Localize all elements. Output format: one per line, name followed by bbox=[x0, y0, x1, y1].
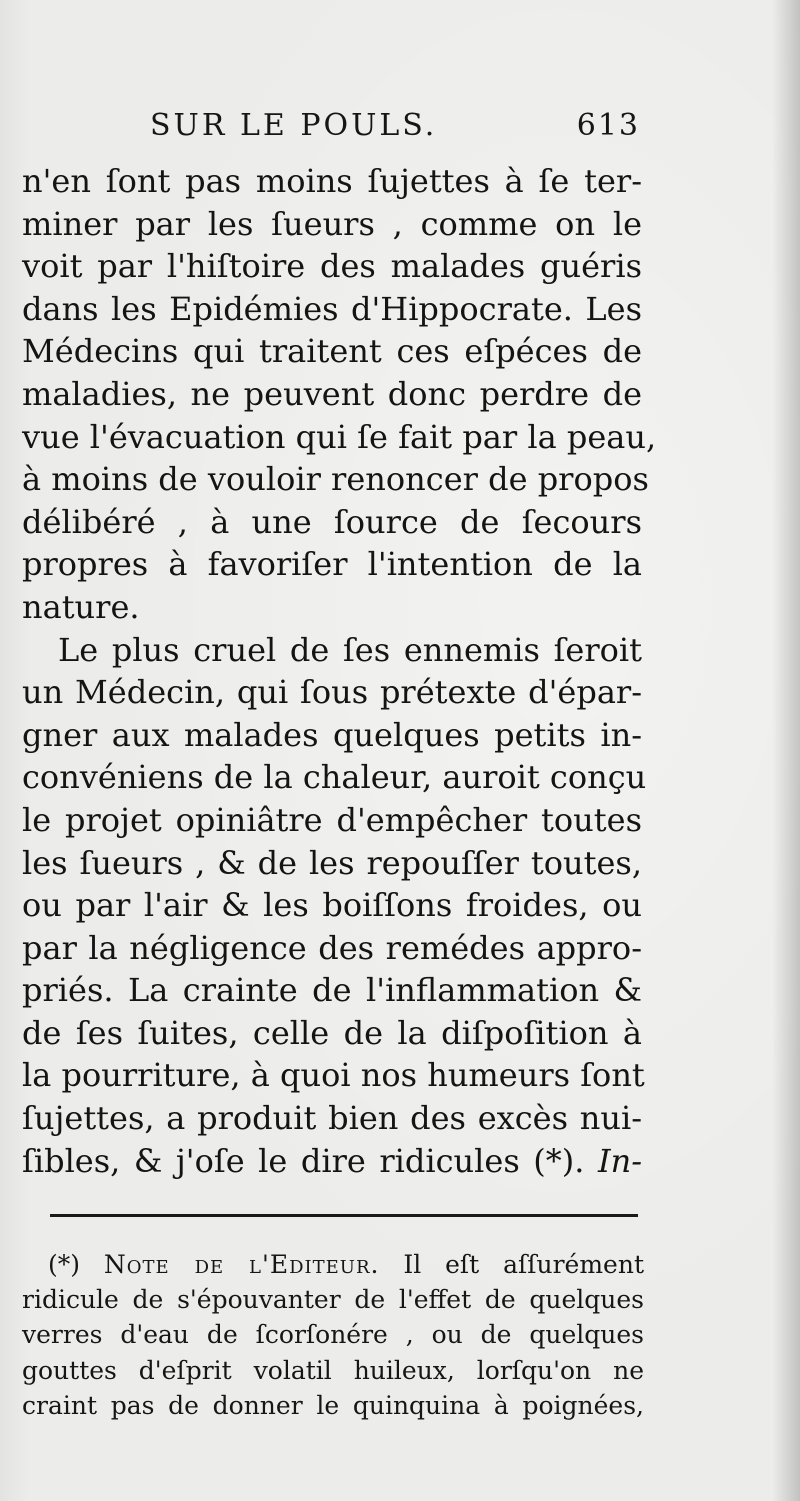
footnote bbox=[22, 1247, 644, 1423]
page-header bbox=[150, 108, 640, 152]
text-line: vue l'évacuation qui ſe fait par la peau, bbox=[22, 417, 657, 456]
text-line: n'en ſont pas moins ſujettes à ſe ter- bbox=[22, 162, 642, 200]
page-edge-shadow bbox=[772, 0, 800, 1501]
text-line: ou par l'air & les boiſſons froides, ou bbox=[22, 886, 642, 925]
text-line: miner par les ſueurs , comme on le bbox=[22, 204, 642, 243]
text-line: convéniens de la chaleur, auroit conçu bbox=[22, 758, 647, 797]
text-line: propres à favoriſer l'intention de la bbox=[22, 545, 642, 584]
text-line: voit par l'hiſtoire des malades guéris bbox=[22, 247, 642, 286]
text-line: maladies, ne peuvent donc perdre de bbox=[22, 374, 642, 413]
text-line: délibéré , à une ſource de ſecours bbox=[22, 502, 642, 541]
footnote-line: gouttes d'eſprit volatil huileux, lorſqu'on ne bbox=[22, 1355, 644, 1385]
footnote-line bbox=[22, 1247, 644, 1282]
main-text bbox=[22, 160, 657, 1182]
page-number: 613 bbox=[576, 108, 640, 143]
text-line: priés. La crainte de l'inflammation & bbox=[22, 971, 642, 1010]
catchword: In- bbox=[597, 1141, 642, 1180]
footnote-rule bbox=[50, 1214, 638, 1217]
text-line: les ſueurs , & de les repouſſer toutes, bbox=[22, 843, 642, 882]
text-line: à moins de vouloir renoncer de propos bbox=[22, 460, 649, 499]
paragraph-end-line: nature. bbox=[22, 587, 140, 626]
footnote-heading: Note de l'Editeur. bbox=[103, 1250, 380, 1279]
text-line: Médecins qui traitent ces eſpéces de bbox=[22, 332, 642, 371]
text-line-final-start: ſibles, & j'oſe le dire ridicules (*). bbox=[22, 1141, 585, 1180]
footnote-marker: (*) bbox=[48, 1250, 81, 1279]
text-line: de ſes ſuites, celle de la diſpoſition à bbox=[22, 1013, 642, 1052]
footnote-line: verres d'eau de ſcorſonére , ou de quelques bbox=[22, 1320, 644, 1350]
text-line: gner aux malades quelques petits in- bbox=[22, 715, 642, 754]
text-line: dans les Epidémies d'Hippocrate. Les bbox=[22, 289, 642, 328]
text-line: le projet opiniâtre d'empêcher toutes bbox=[22, 800, 642, 839]
text-line: par la négligence des remédes appro- bbox=[22, 928, 642, 967]
footnote-line: craint pas de donner le quinquina à poignées, bbox=[22, 1390, 644, 1420]
running-head: SUR LE POULS. bbox=[150, 108, 438, 143]
text-line: un Médecin, qui ſous prétexte d'épar- bbox=[22, 673, 642, 712]
text-line-final bbox=[22, 1140, 642, 1183]
text-line: la pourriture, à quoi nos humeurs ſont bbox=[22, 1056, 645, 1095]
paragraph-start-line: Le plus cruel de ſes ennemis ſeroit bbox=[58, 630, 642, 669]
footnote-line: ridicule de s'épouvanter de l'effet de quelques bbox=[22, 1285, 644, 1315]
footnote-line1-rest: Il eſt aſſurément bbox=[403, 1250, 644, 1279]
text-line: ſujettes, a produit bien des excès nui- bbox=[22, 1099, 642, 1138]
